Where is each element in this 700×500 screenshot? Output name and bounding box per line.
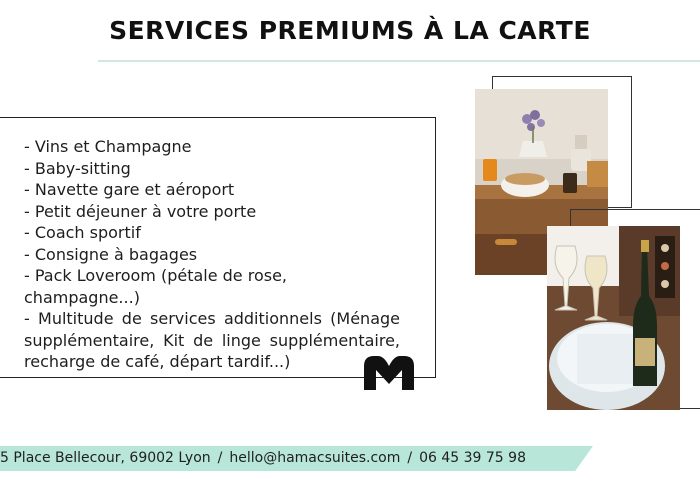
list-item: - Pack Loveroom (pétale de rose, champagne...) bbox=[24, 266, 288, 307]
footer-separator: / bbox=[407, 450, 413, 466]
page-title: SERVICES PREMIUMS À LA CARTE bbox=[109, 16, 591, 45]
list-item: - Baby-sitting bbox=[24, 158, 131, 178]
list-item: - Vins et Champagne bbox=[24, 137, 192, 156]
m-logo-icon bbox=[364, 356, 414, 390]
list-item: - Coach sportif bbox=[24, 223, 141, 242]
list-item: - Navette gare et aéroport bbox=[24, 180, 235, 199]
champagne-photo bbox=[547, 226, 680, 410]
footer-email[interactable]: hello@hamacsuites.com bbox=[229, 450, 401, 466]
title-underline bbox=[98, 60, 700, 62]
footer-separator: / bbox=[217, 450, 223, 466]
footer-contact bbox=[0, 449, 600, 468]
footer-phone[interactable]: 06 45 39 75 98 bbox=[419, 450, 526, 466]
services-list bbox=[24, 136, 400, 373]
list-item: - Consigne à bagages bbox=[24, 244, 198, 264]
list-item: - Multitude de services additionnels (Ménage supplémentaire, Kit de linge supplémentaire, recharge de café, départ tardif...) bbox=[24, 309, 400, 371]
footer-address: 5 Place Bellecour, 69002 Lyon bbox=[0, 450, 211, 466]
list-item: - Petit déjeuner à votre porte bbox=[24, 201, 257, 221]
